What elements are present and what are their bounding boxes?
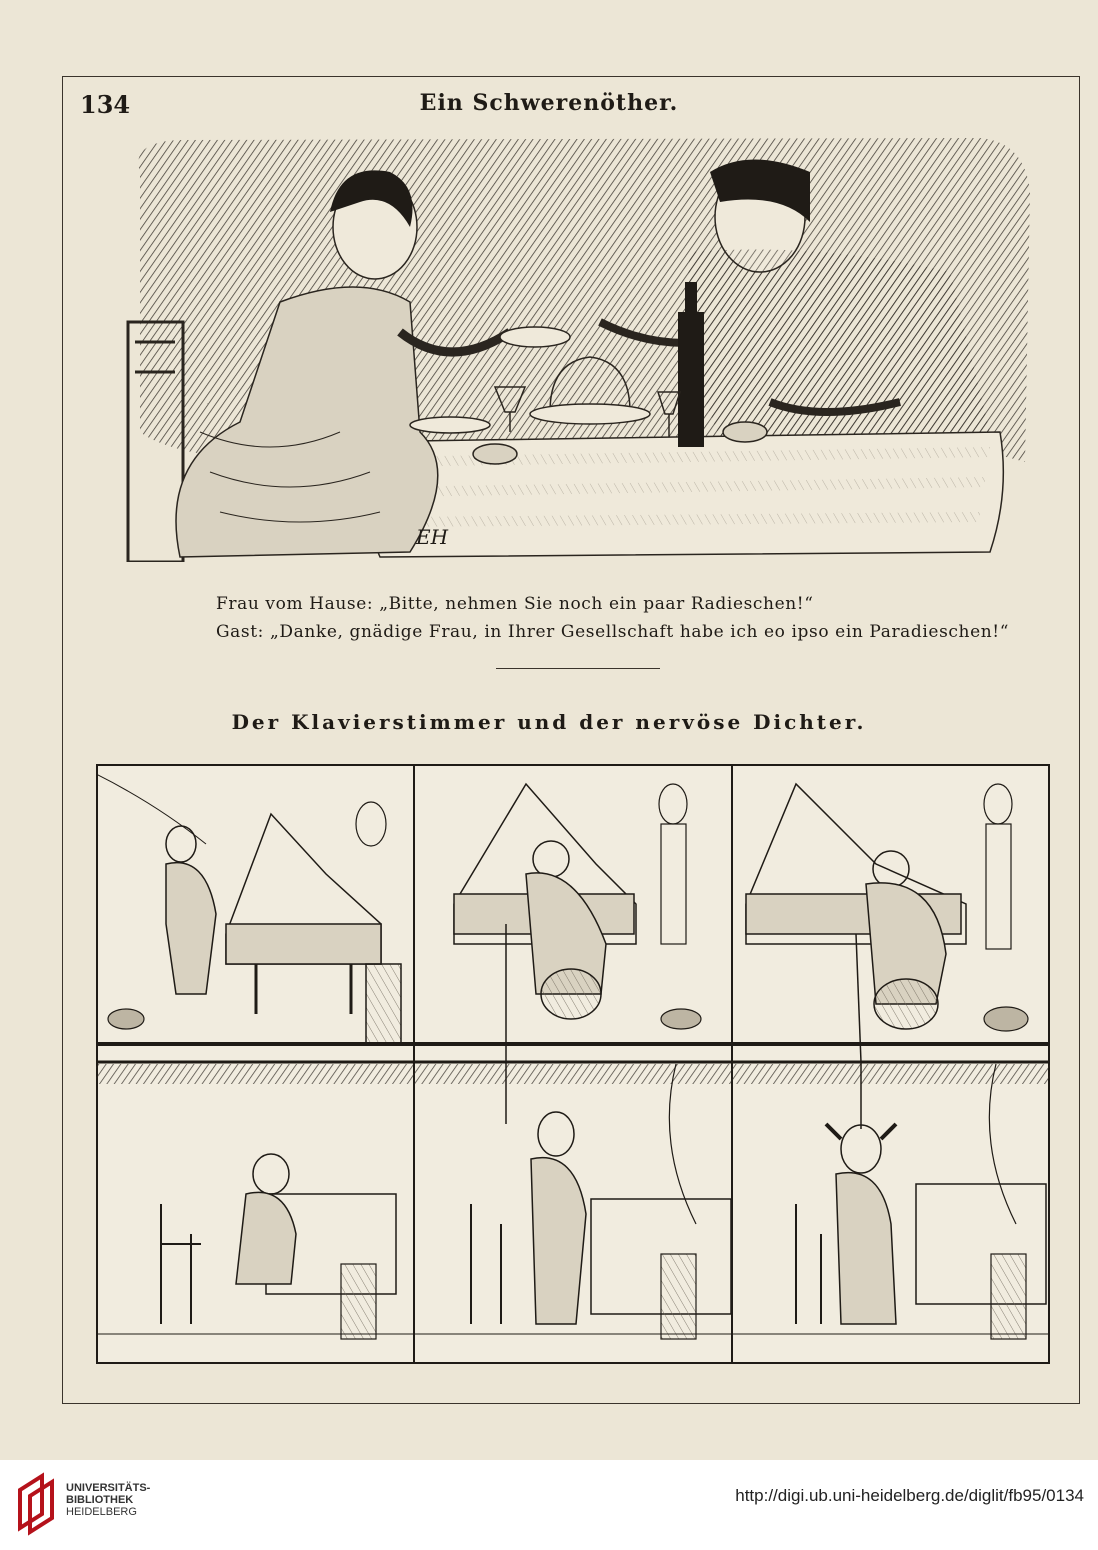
university-library-logo-icon [14,1470,62,1536]
caption-guest: Gast: „Danke, gnädige Frau, in Ihrer Gesellschaft habe ich eo ipso ein Paradieschen!“ [216,622,1010,642]
page-number: 134 [80,90,131,119]
page-title: Ein Schwerenöther. [419,90,679,116]
library-name-line1: UNIVERSITÄTS- [66,1482,151,1494]
section-divider [496,668,660,669]
library-name-line2: BIBLIOTHEK [66,1494,134,1506]
comic-strip-six-panels [96,764,1050,1364]
signature-text: EH [416,525,449,549]
library-name [66,1482,150,1518]
comic-title: Der Klavierstimmer und der nervöse Dichter. [231,710,867,734]
dinner-scene-illustration [120,132,1035,562]
footer-bar [0,1460,1098,1550]
caption-hostess: Frau vom Hause: „Bitte, nehmen Sie noch ein paar Radieschen!“ [216,594,814,614]
artist-signature-monogram [412,522,462,552]
source-url-link[interactable]: http://digi.ub.uni-heidelberg.de/diglit/fb95/0134 [735,1486,1084,1505]
library-name-line3: HEIDELBERG [66,1506,137,1518]
